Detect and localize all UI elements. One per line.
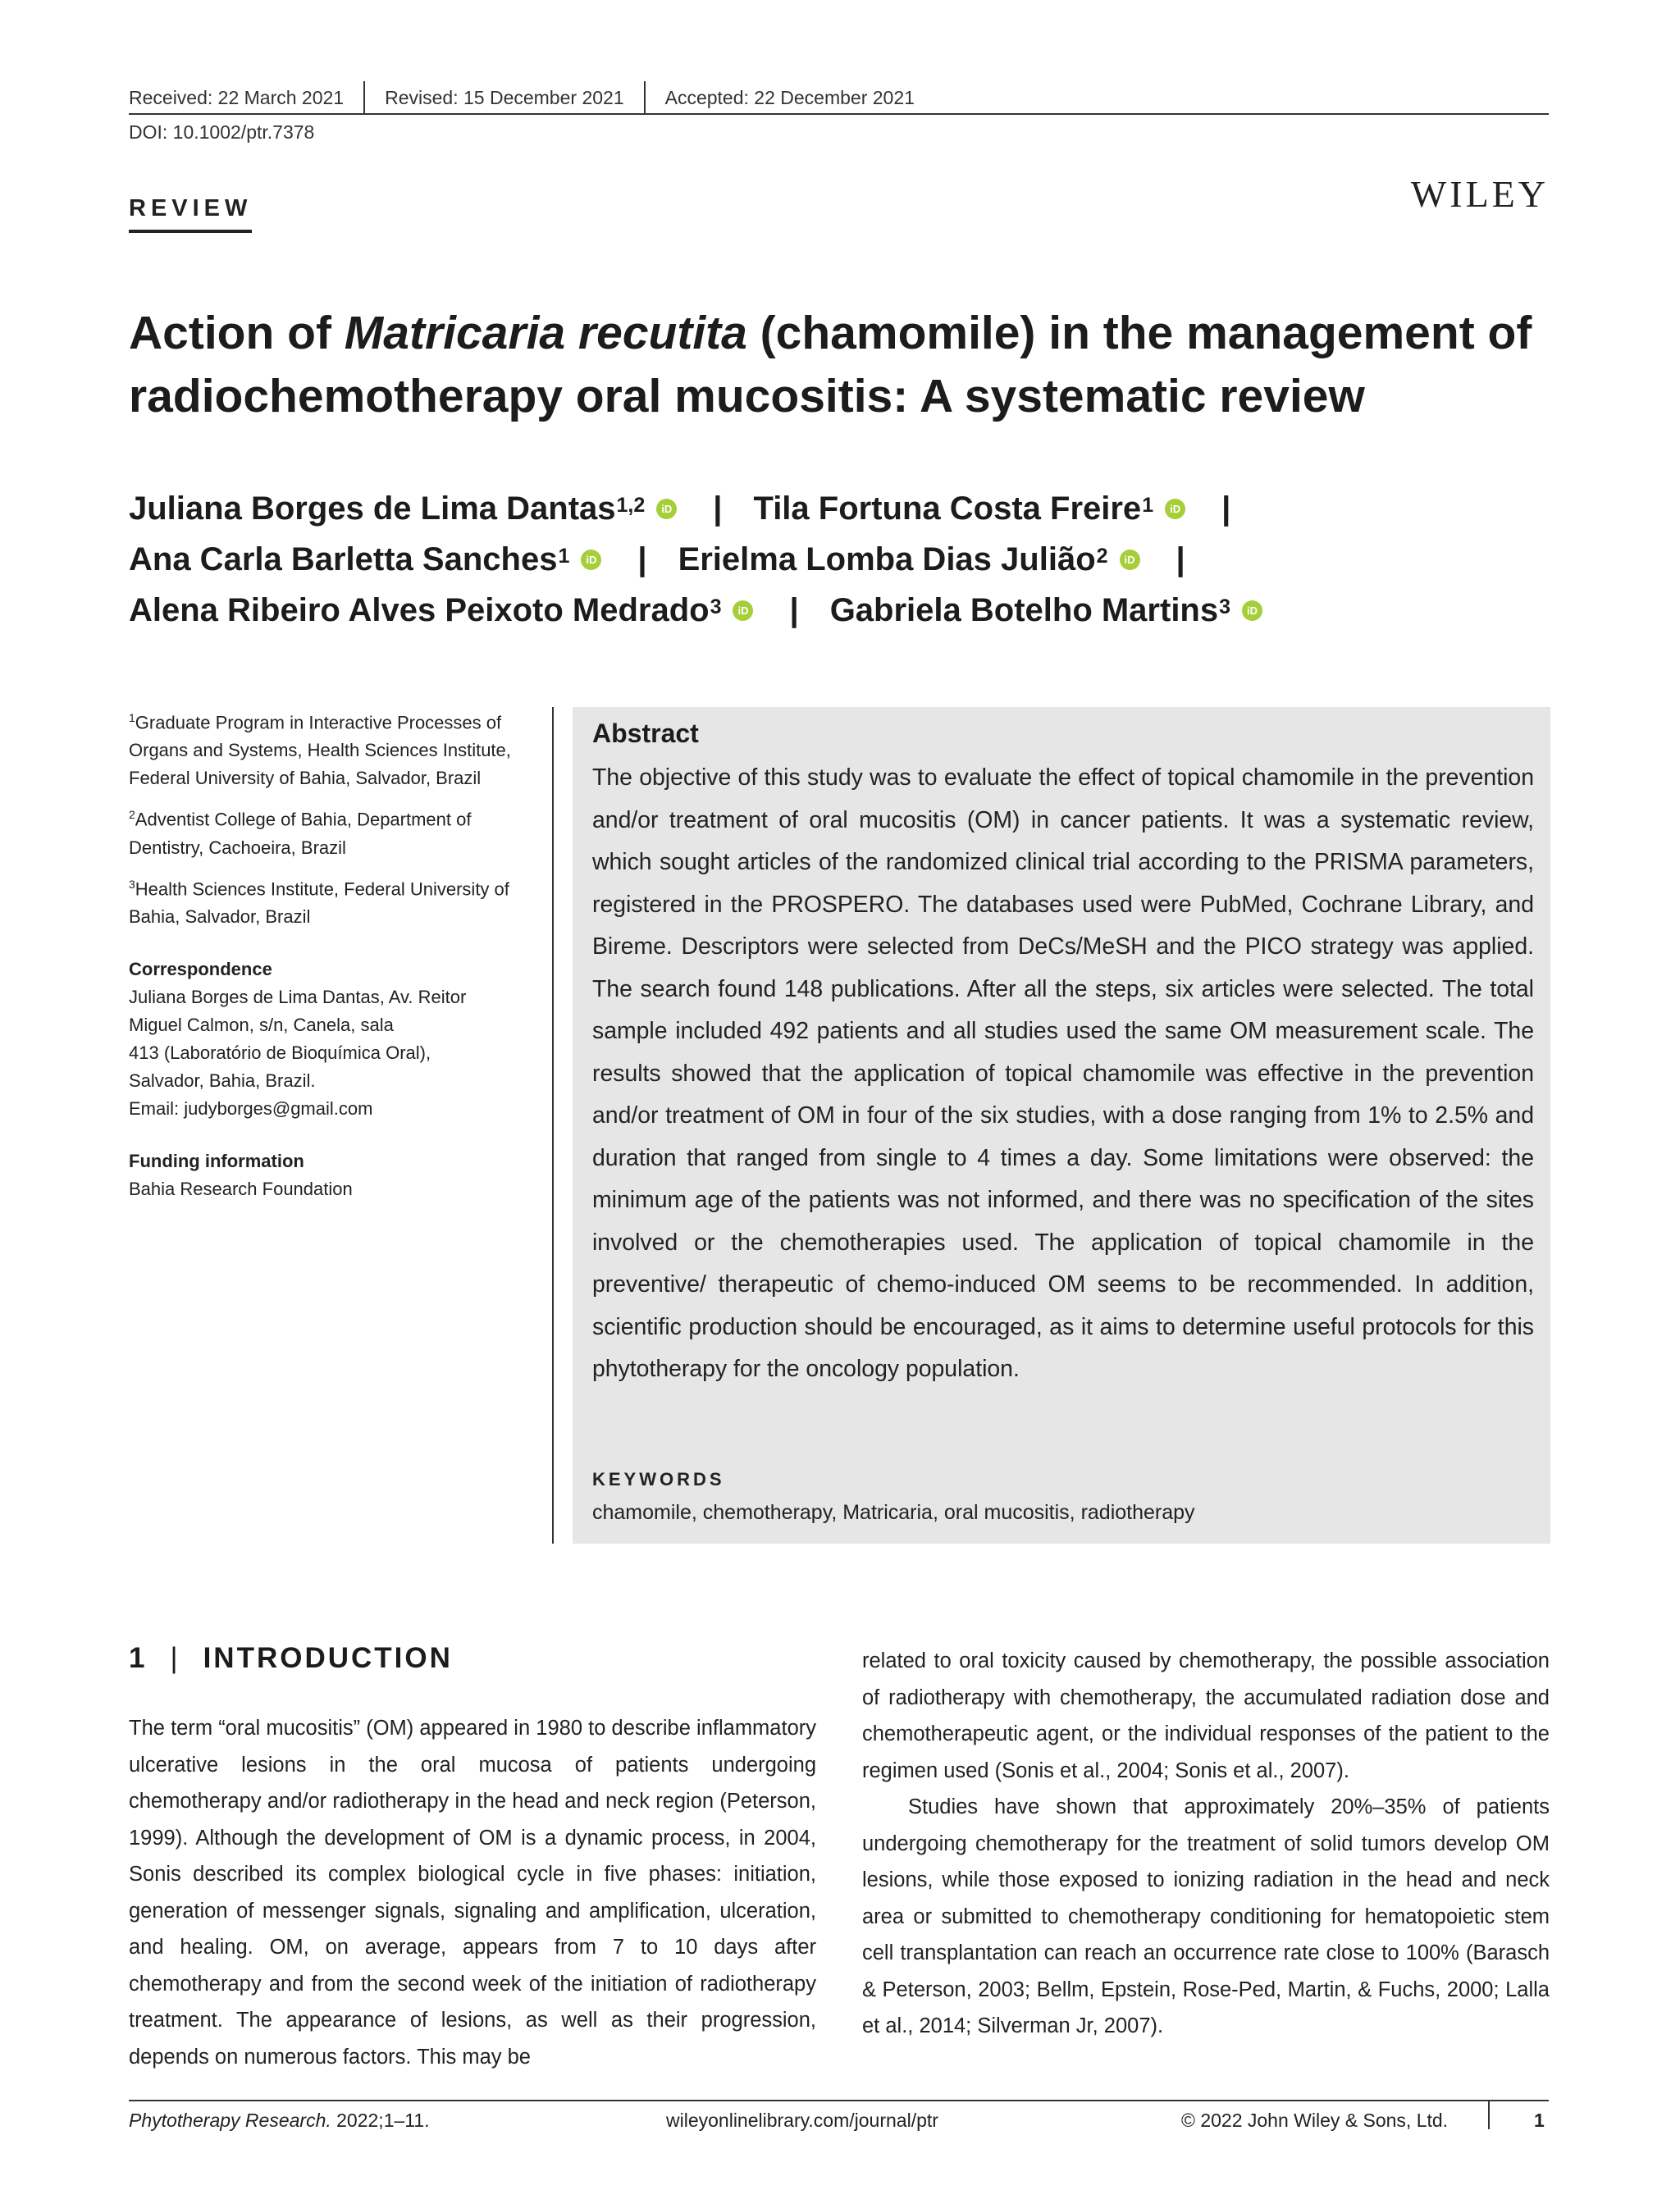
doi[interactable]: DOI: 10.1002/ptr.7378 (129, 121, 315, 143)
correspondence-email[interactable]: Email: judyborges@gmail.com (129, 1097, 373, 1119)
title-part-2: (chamomile) in the management of (746, 307, 1532, 359)
body-paragraph: The term “oral mucositis” (OM) appeared in 1980 to describe inflammatory ulcerative lesions in the oral mucosa of patients undergoing chemotherapy and/or radiotherapy in the head and neck region (Peterson, 1999). Although the development of OM is a dynamic process, in 2004, Sonis described its complex biological cycle in five phases: initiation, generation of messenger signals, signaling and amplification, ulceration, and healing. OM, on average, appears from 7 to 10 days after chemotherapy and from the second week of the initiation of radiotherapy treatment. The appearance of lesions, as well as their progression, depends on numerous factors. This may be (129, 1717, 816, 2069)
page-number: 1 (1534, 2110, 1545, 2131)
author-separator: | (637, 541, 647, 577)
section-heading-introduction (129, 1642, 453, 1675)
funding-text: Bahia Research Foundation (129, 1178, 353, 1199)
orcid-icon[interactable]: iD (1120, 550, 1140, 570)
author-affiliation-sup: 2 (1096, 545, 1108, 568)
date-divider (363, 81, 365, 114)
orcid-icon[interactable]: iD (733, 600, 753, 621)
footer-divider (1488, 2101, 1490, 2129)
author-affiliation-sup: 3 (710, 595, 722, 618)
article-dates (129, 80, 915, 115)
author-separator: | (713, 490, 723, 527)
author-separator: | (789, 592, 799, 628)
section-title: INTRODUCTION (203, 1642, 453, 1674)
author-affiliation-sup: 3 (1219, 595, 1231, 618)
author-affiliation-sup: 1,2 (616, 494, 646, 517)
revised-date: Revised: 15 December 2021 (385, 86, 624, 108)
author-affiliation-sup: 1 (1142, 494, 1154, 517)
author-line-2 (129, 541, 1217, 578)
correspondence-heading: Correspondence (129, 958, 272, 979)
affiliations-column (129, 704, 539, 1211)
date-divider (644, 81, 646, 114)
affiliation: $^3$Health Sciences Institute, Federal University of Bahia, Salvador, Brazil (129, 877, 509, 927)
title-part-1: Action of (129, 307, 345, 359)
column-divider (552, 707, 554, 1544)
affiliation: $^2$Adventist College of Bahia, Department of Dentistry, Cachoeira, Brazil (129, 808, 472, 858)
orcid-icon[interactable]: iD (1165, 499, 1185, 519)
author-line-3 (129, 592, 1267, 629)
section-number: 1 (129, 1642, 148, 1674)
received-date: Received: 22 March 2021 (129, 86, 345, 108)
author-name[interactable]: Tila Fortuna Costa Freire (753, 490, 1142, 527)
orcid-icon[interactable]: iD (581, 550, 601, 570)
footer-copyright: © 2022 John Wiley & Sons, Ltd. (1181, 2110, 1449, 2131)
title-line-2: radiochemotherapy oral mucositis: A systematic review (129, 370, 1365, 422)
correspondence-address: Juliana Borges de Lima Dantas, Av. Reitor Miguel Calmon, s/n, Canela, sala 413 (Laboratório de Bioquímica Oral), Salvador, Bahia, Brazil. Email: judyborges@gmail.com (129, 983, 539, 1123)
accepted-date: Accepted: 22 December 2021 (664, 86, 915, 108)
keywords-label: KEYWORDS (592, 1469, 725, 1489)
author-name[interactable]: Ana Carla Barletta Sanches (129, 541, 558, 577)
funding-heading: Funding information (129, 1150, 304, 1171)
author-name[interactable]: Alena Ribeiro Alves Peixoto Medrado (129, 592, 710, 628)
author-affiliation-sup: 1 (558, 545, 570, 568)
abstract-text: The objective of this study was to evaluate the effect of topical chamomile in the prevention and/or treatment of oral mucositis (OM) in cancer patients. It was a systematic review, which sought articles of the randomized clinical trial according to the PRISMA parameters, registered in the PROSPERO. The databases used were PubMed, Cochrane Library, and Bireme. Descriptors were selected from DeCs/MeSH and the PICO strategy was applied. The search found 148 publications. After all the steps, six articles were selected. The total sample included 492 patients and all studies used the same OM measurement scale. The results showed that the application of topical chamomile was effective in the prevention and/or treatment of OM in four of the six studies, with a dose ranging from 1% to 2.5% and duration that ranged from single to 4 times a day. Some limitations were observed: the minimum age of the patients was not informed, and there was no specification of the sites involved or the chemotherapies used. The application of topical chamomile in the preventive/ therapeutic of chemo-induced OM seems to be recommended. In addition, scientific production should be encouraged, as it aims to determine useful protocols for this phytotherapy for the oncology population. (592, 764, 1534, 1382)
section-label: REVIEW (129, 195, 253, 221)
author-line-1 (129, 490, 1262, 527)
affiliation: $^1$Graduate Program in Interactive Processes of Organs and Systems, Health Sciences Institute, Federal University of Bahia, Salvador, Brazil (129, 711, 511, 789)
author-separator: | (1221, 490, 1231, 527)
article-title (129, 302, 1556, 428)
section-label-underline (129, 230, 252, 233)
header-rule (129, 113, 1549, 115)
author-separator: | (1176, 541, 1185, 577)
abstract-heading: Abstract (592, 719, 699, 748)
author-name[interactable]: Gabriela Botelho Martins (829, 592, 1219, 628)
section-separator: | (170, 1642, 180, 1674)
footer-journal-citation: Phytotherapy Research. 2022;1–11. (129, 2110, 430, 2131)
footer-journal-url[interactable]: wileyonlinelibrary.com/journal/ptr (666, 2110, 938, 2131)
author-name[interactable]: Erielma Lomba Dias Julião (678, 541, 1096, 577)
body-paragraph: Studies have shown that approximately 20%–35% of patients undergoing chemotherapy for the treatment of solid tumors develop OM lesions, while those exposed to ionizing radiation in the head and neck area or submitted to chemotherapy conditioning for hematopoietic stem cell transplantation can reach an occurrence rate close to 100% (Barasch & Peterson, 2003; Bellm, Epstein, Rose-Ped, Martin, & Fuchs, 2000; Lalla et al., 2014; Silverman Jr, 2007). (862, 1795, 1550, 2037)
body-paragraph: related to oral toxicity caused by chemotherapy, the possible association of radiotherapy with chemotherapy, the accumulated radiation dose and chemotherapeutic agent, or the individual responses of the patient to the regimen used (Sonis et al., 2004; Sonis et al., 2007). (862, 1649, 1550, 1782)
author-name[interactable]: Juliana Borges de Lima Dantas (129, 490, 616, 527)
footer-rule (129, 2100, 1549, 2101)
keywords-list: chamomile, chemotherapy, Matricaria, oral mucositis, radiotherapy (592, 1501, 1195, 1524)
orcid-icon[interactable]: iD (656, 499, 677, 519)
publisher-logo: WILEY (1410, 173, 1549, 215)
title-italic: Matricaria recutita (344, 307, 747, 359)
orcid-icon[interactable]: iD (1242, 600, 1262, 621)
